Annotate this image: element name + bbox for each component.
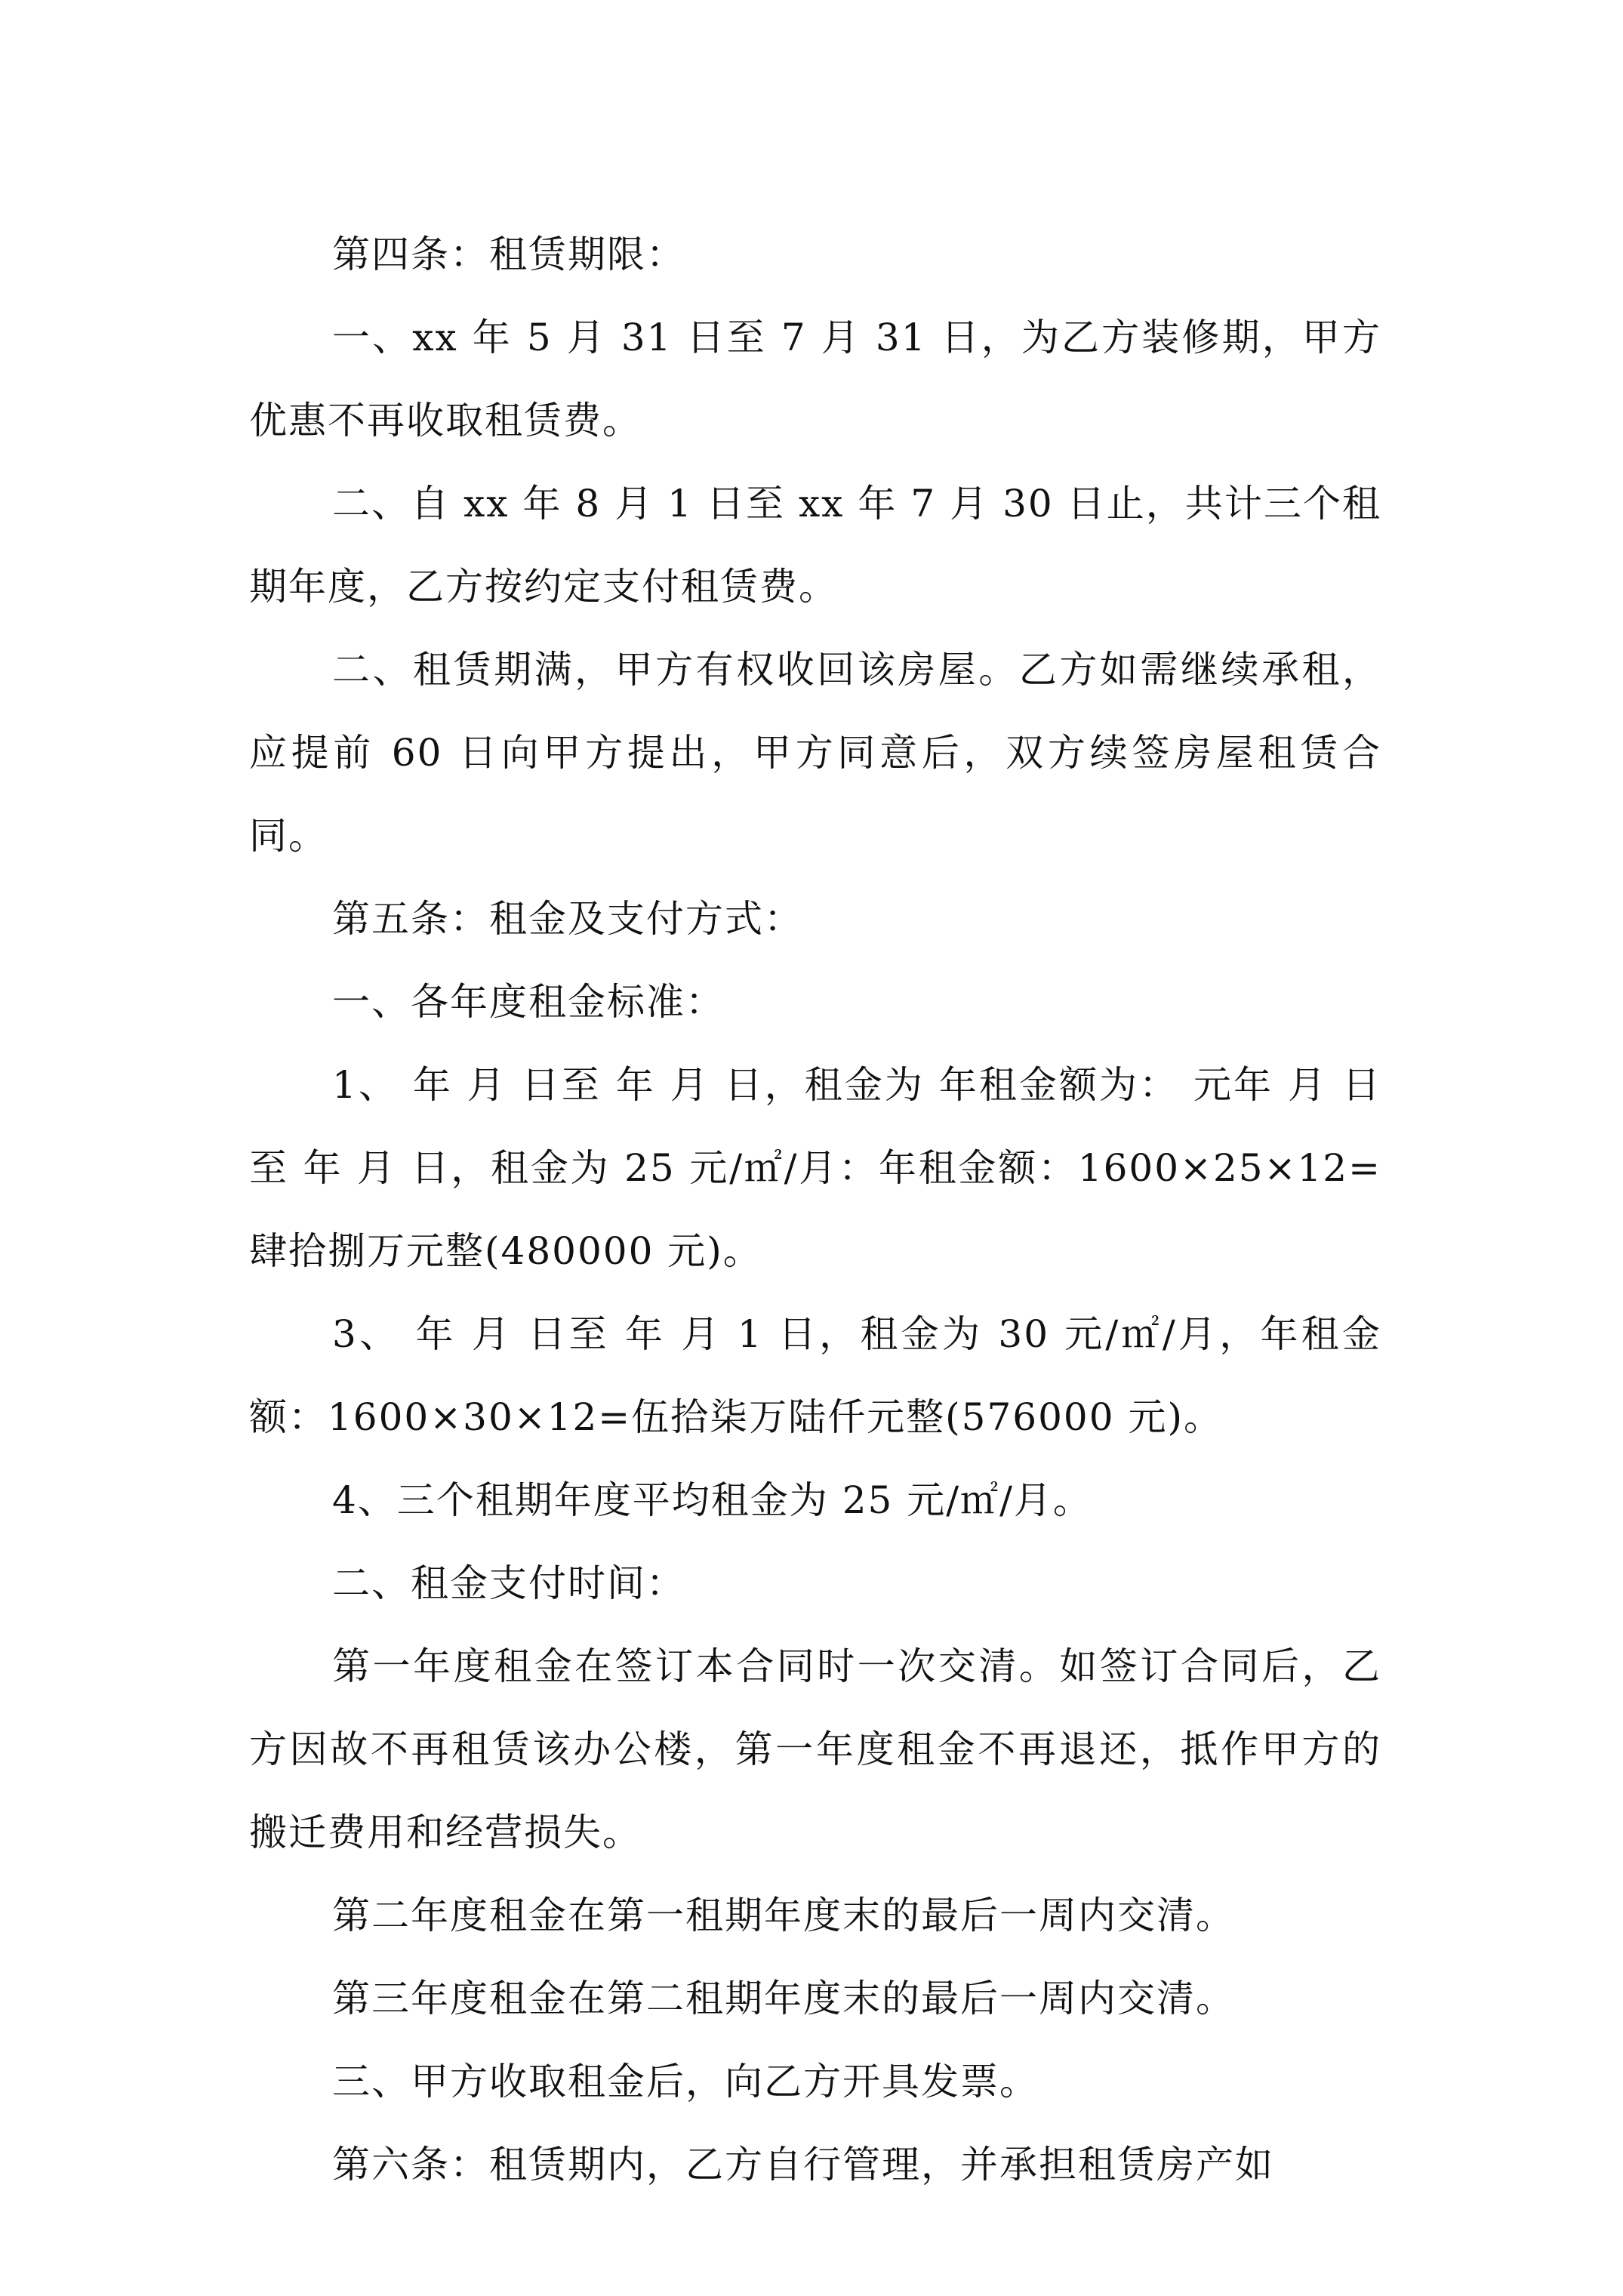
payment-year-3: 第三年度租金在第二租期年度末的最后一周内交清。 [332,1977,1235,2020]
contract-text [249,213,1381,2206]
payment-year-2: 第二年度租金在第一租期年度末的最后一周内交清。 [332,1894,1235,1937]
clause-renovation-period: 一、xx 年 5 月 31 日至 7 月 31 日，为乙方装修期，甲方优惠不再收取租赁费。 [249,316,1381,442]
clause-lease-expiry: 二、租赁期满，甲方有权收回该房屋。乙方如需继续承租，应提前 60 日向甲方提出，甲方同意后，双方续签房屋租赁合同。 [249,648,1381,858]
article-5-heading: 第五条：租金及支付方式： [332,897,803,941]
article-4-heading: 第四条：租赁期限： [332,233,685,276]
invoice-clause: 三、甲方收取租金后，向乙方开具发票。 [332,2060,1039,2103]
rent-standard-heading: 一、各年度租金标准： [332,980,725,1024]
clause-lease-term: 二、自 xx 年 8 月 1 日至 xx 年 7 月 30 日止，共计三个租期年度，乙方按约定支付租赁费。 [249,482,1381,609]
payment-time-heading: 二、租金支付时间： [332,1561,685,1605]
payment-year-1: 第一年度租金在签订本合同时一次交清。如签订合同后，乙方因故不再租赁该办公楼，第一年度租金不再退还，抵作甲方的搬迁费用和经营损失。 [249,1644,1381,1854]
rent-item-3: 3、 年 月 日至 年 月 1 日，租金为 30 元/㎡/月，年租金额：1600×30×12=伍拾柒万陆仟元整(576000 元)。 [249,1312,1381,1439]
rent-item-4: 4、三个租期年度平均租金为 25 元/㎡/月。 [332,1478,1092,1522]
rent-item-1: 1、 年 月 日至 年 月 日，租金为 年租金额为： 元年 月 日至 年 月 日，租金为 25 元/㎡/月：年租金额：1600×25×12=肆拾捌万元整(480000 元)。 [249,1063,1381,1273]
article-6-text: 第六条：租赁期内，乙方自行管理，并承担租赁房产如 [332,2143,1274,2187]
